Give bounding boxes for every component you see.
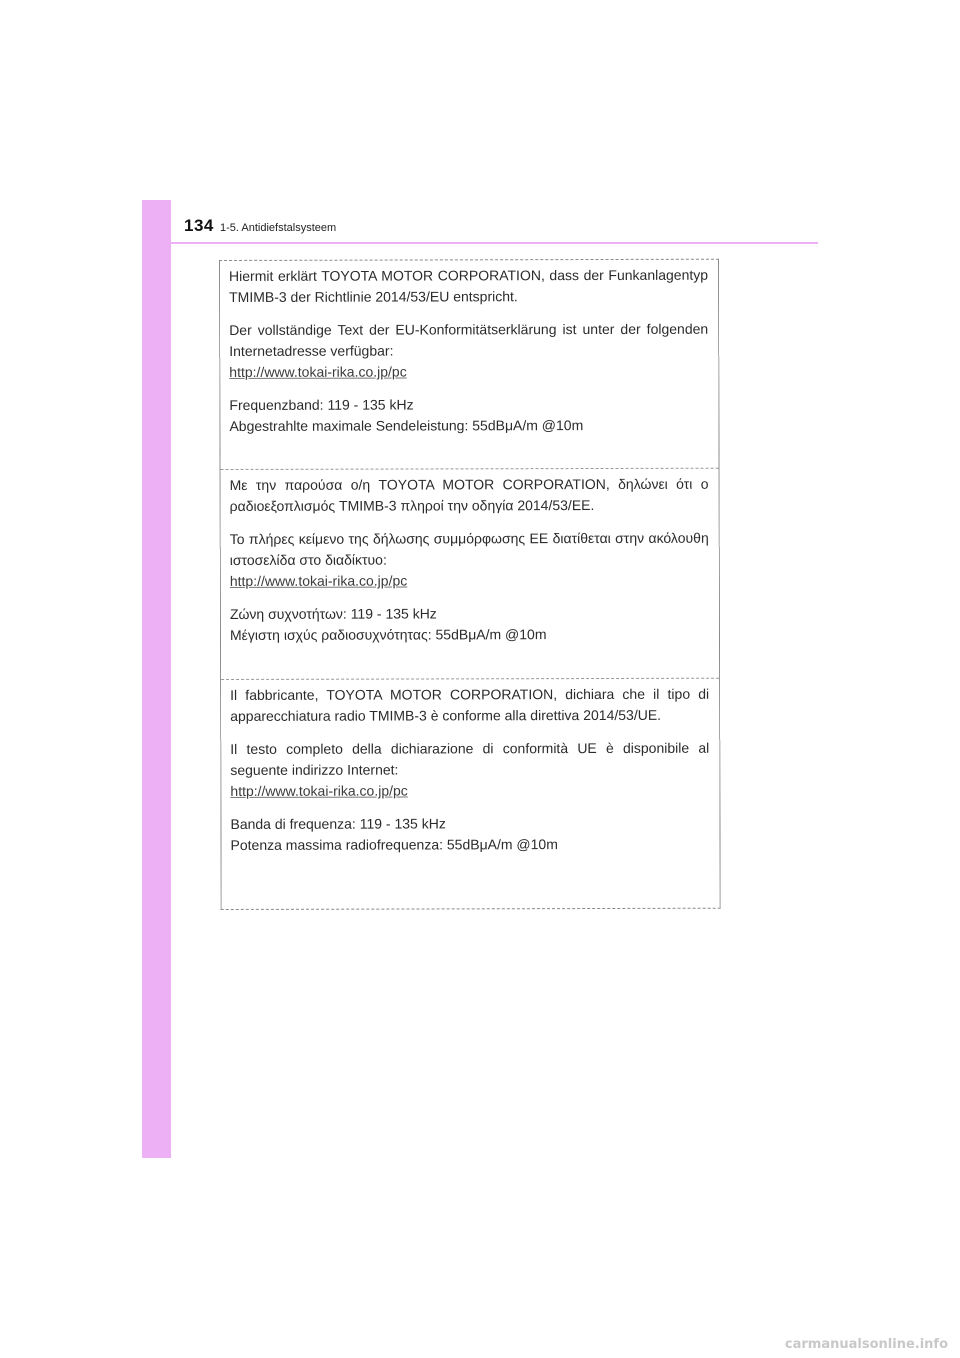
section-title: 1-5. Antidiefstalsysteem	[220, 222, 337, 234]
declaration-italian	[230, 684, 709, 856]
greek-full-text: Το πλήρες κείμενο της δήλωσης συμμόρφωσης ΕΕ διατίθεται στην ακόλουθη ιστοσελίδα στο διαδίκτυο:	[229, 529, 709, 568]
declaration-german	[229, 265, 708, 437]
german-frequency-band: Frequenzband: 119 - 135 kHz	[229, 396, 414, 413]
greek-max-power: Μέγιστη ισχύς ραδιοσυχνότητας: 55dBμA/m @10m	[229, 626, 547, 643]
chapter-side-tab	[142, 200, 171, 1158]
german-url-link[interactable]: http://www.tokai-rika.co.jp/pc	[229, 363, 407, 380]
italian-url-link[interactable]: http://www.tokai-rika.co.jp/pc	[230, 782, 408, 799]
greek-frequency-band: Ζώνη συχνοτήτων: 119 - 135 kHz	[229, 605, 437, 622]
declaration-greek	[230, 474, 709, 646]
italian-full-text: Il testo completo della dichiarazione di conformità UE è disponibile al seguente indirizzo Internet:	[230, 739, 710, 778]
german-full-text: Der vollständige Text der EU-Konformitätserklärung ist unter der folgenden Internetadresse verfügbar:	[229, 320, 709, 359]
italian-max-power: Potenza massima radiofrequenza: 55dBμA/m @10m	[230, 836, 558, 853]
site-watermark: carmanualsonline.info	[784, 1337, 948, 1352]
page-number: 134	[184, 216, 214, 235]
greek-url-link[interactable]: http://www.tokai-rika.co.jp/pc	[229, 572, 408, 589]
italian-frequency-band: Banda di frequenza: 119 - 135 kHz	[230, 815, 446, 832]
section-divider	[221, 468, 719, 470]
section-divider	[221, 678, 719, 680]
german-intro: Hiermit erklärt TOYOTA MOTOR CORPORATION, dass der Funkanlagentyp TMIMB-3 der Richtlinie 2014/53/EU entspricht.	[229, 266, 709, 305]
declaration-box	[219, 259, 721, 910]
header-background	[171, 200, 818, 242]
german-max-power: Abgestrahlte maximale Sendeleistung: 55dBμA/m @10m	[229, 417, 584, 434]
italian-intro: Il fabbricante, TOYOTA MOTOR CORPORATION, dichiara che il tipo di apparecchiatura radio TMIMB-3 è conforme alla direttiva 2014/53/UE.	[230, 685, 710, 724]
greek-intro: Με την παρούσα ο/η TOYOTA MOTOR CORPORATION, δηλώνει ότι ο ραδιοεξοπλισμός TMIMB-3 πληροί την οδηγία 2014/53/ΕΕ.	[229, 475, 709, 514]
